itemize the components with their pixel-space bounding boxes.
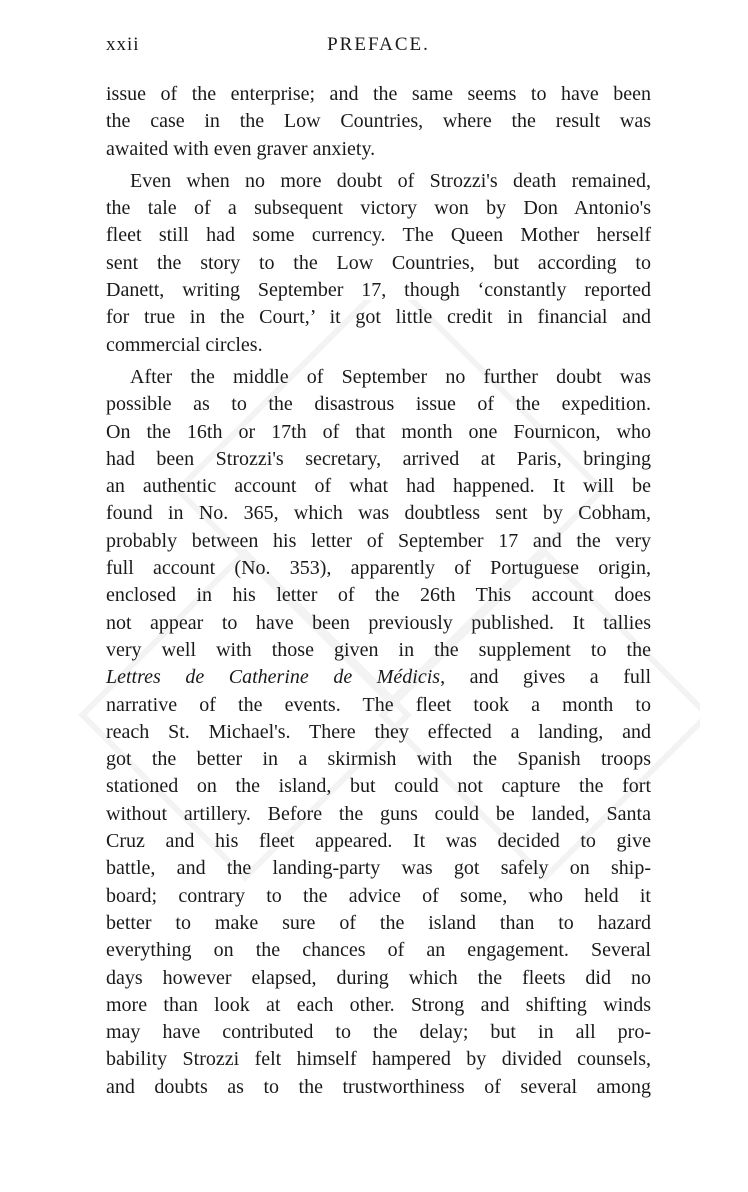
text-line: fleet still had some currency. The Queen Mother herself (106, 224, 651, 247)
text-line: enclosed in his letter of the 26th This account does (106, 584, 651, 607)
text-line: an authentic account of what had happened. It will be (106, 475, 651, 498)
text-line: got the better in a skirmish with the Spanish troops (106, 748, 651, 771)
text-line: stationed on the island, but could not capture the fort (106, 775, 651, 798)
text-fragment: , and gives a full (440, 666, 651, 689)
paragraph (106, 168, 651, 359)
running-head: PREFACE. (327, 34, 430, 55)
text-line: On the 16th or 17th of that month one Fournicon, who (106, 420, 651, 443)
text-line: the tale of a subsequent victory won by Don Antonio's (106, 197, 651, 220)
text-line: narrative of the events. The fleet took a month to (106, 693, 651, 716)
text-line: very well with those given in the supplement to the (106, 638, 651, 661)
text-line: possible as to the disastrous issue of the expedition. (106, 393, 651, 416)
text-line: not appear to have been previously published. It tallies (106, 611, 651, 634)
body-text (106, 81, 651, 1101)
text-line: more than look at each other. Strong and shifting winds (106, 993, 651, 1016)
text-line: bability Strozzi felt himself hampered by divided counsels, (106, 1048, 651, 1071)
page-number: xxii (106, 34, 140, 55)
text-line: battle, and the landing-party was got safely on ship- (106, 857, 651, 880)
text-line: sent the story to the Low Countries, but according to (106, 251, 651, 274)
text-line: After the middle of September no further doubt was (130, 365, 651, 388)
text-line: everything on the chances of an engagement. Several (106, 939, 651, 962)
text-line: without artillery. Before the guns could be landed, Santa (106, 802, 651, 825)
text-line: reach St. Michael's. There they effected a landing, and (106, 720, 651, 743)
text-line: may have contributed to the delay; but in all pro- (106, 1021, 651, 1044)
text-line: had been Strozzi's secretary, arrived at Paris, bringing (106, 447, 651, 470)
text-line: found in No. 365, which was doubtless sent by Cobham, (106, 502, 651, 525)
text-line: Cruz and his fleet appeared. It was decided to give (106, 830, 651, 853)
text-line: board; contrary to the advice of some, who held it (106, 884, 651, 907)
text-line: full account (No. 353), apparently of Portuguese origin, (106, 557, 651, 580)
paragraph (106, 364, 651, 1101)
page-header (106, 34, 651, 64)
text-line: better to make sure of the island than to hazard (106, 911, 651, 934)
text-line: awaited with even graver anxiety. (106, 137, 376, 160)
text-line: the case in the Low Countries, where the result was (106, 110, 651, 133)
text-line-with-title (106, 664, 651, 691)
text-line: Danett, writing September 17, though ‘constantly reported (106, 279, 651, 302)
paragraph (106, 81, 651, 163)
book-title-italic: Lettres de Catherine de Médicis (106, 666, 441, 689)
text-line: probably between his letter of September 17 and the very (106, 529, 651, 552)
text-line: days however elapsed, during which the fleets did no (106, 966, 651, 989)
text-line: commercial circles. (106, 333, 263, 356)
text-line: issue of the enterprise; and the same seems to have been (106, 83, 651, 105)
text-line: for true in the Court,’ it got little credit in financial and (106, 306, 651, 329)
text-line: and doubts as to the trustworthiness of several among (106, 1075, 651, 1098)
text-line: Even when no more doubt of Strozzi's death remained, (130, 169, 651, 192)
